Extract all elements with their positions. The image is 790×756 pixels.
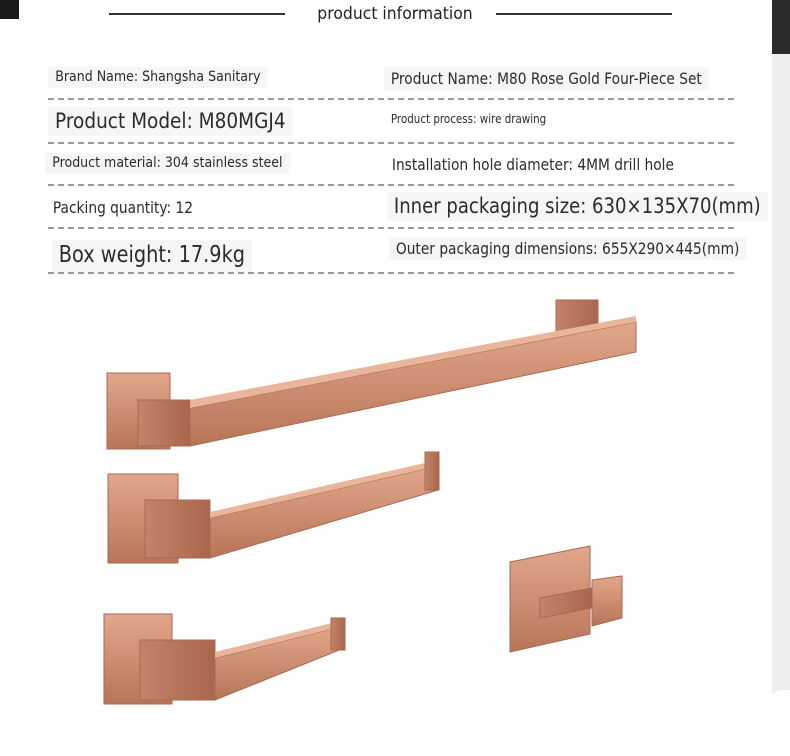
title-rule-right — [496, 13, 672, 15]
right-edge-dark-block — [772, 0, 790, 54]
spec-product-model: Product Model: M80MGJ4 — [48, 107, 293, 136]
corner-decoration — [0, 0, 19, 19]
spec-installation-hole: Installation hole diameter: 4MM drill hole — [391, 155, 674, 174]
spec-box-weight: Box weight: 17.9kg — [52, 240, 252, 272]
product-image — [100, 296, 640, 708]
row-divider — [48, 142, 734, 144]
row-divider — [48, 98, 734, 100]
spec-product-process: Product process: wire drawing — [390, 112, 547, 126]
section-title: product information — [317, 4, 473, 24]
row-divider — [48, 227, 734, 229]
spec-inner-packaging: Inner packaging size: 630×135X70(mm) — [387, 192, 768, 221]
spec-product-name: Product Name: M80 Rose Gold Four-Piece Set — [384, 67, 709, 90]
medium-towel-bar — [108, 452, 439, 563]
spec-product-material: Product material: 304 stainless steel — [45, 153, 290, 174]
long-towel-bar — [107, 300, 636, 449]
row-divider — [48, 184, 734, 186]
right-edge-curve — [766, 690, 790, 756]
spec-packing-quantity: Packing quantity: 12 — [52, 198, 194, 217]
paper-holder — [104, 614, 345, 704]
right-edge-panel — [772, 0, 790, 756]
spec-outer-packaging: Outer packaging dimensions: 655X290×445(mm) — [389, 237, 746, 260]
spec-brand-name: Brand Name: Shangsha Sanitary — [48, 67, 268, 88]
title-rule-left — [109, 13, 285, 15]
row-divider — [48, 272, 734, 274]
robe-hook — [510, 546, 622, 652]
